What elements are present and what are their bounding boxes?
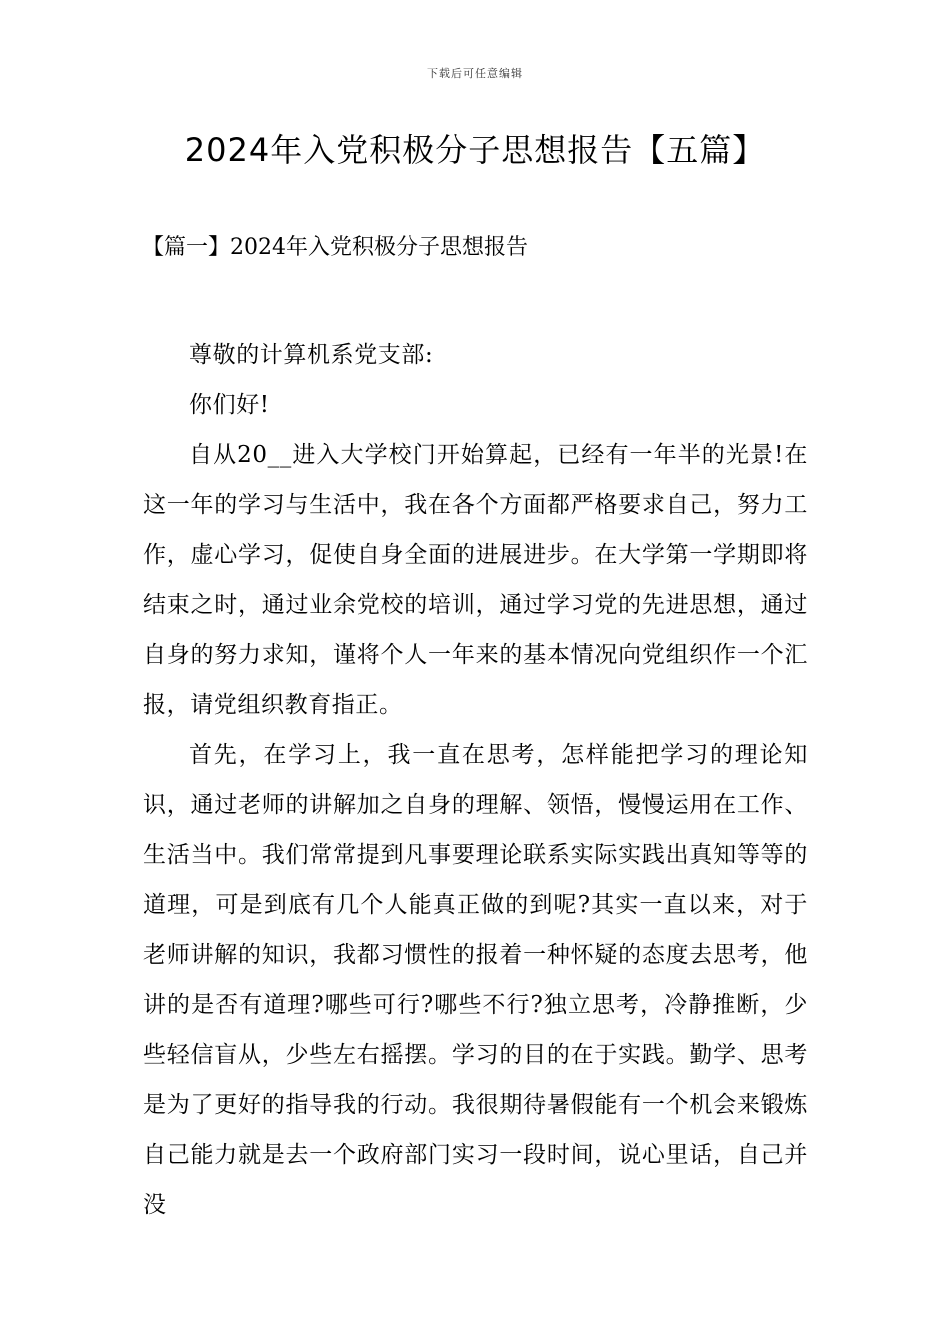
greeting: 你们好!: [189, 392, 270, 418]
body-text: [143, 330, 808, 1230]
section-title: 【篇一】2024年入党积极分子思想报告: [142, 235, 528, 260]
paragraph: 首先，在学习上，我一直在思考，怎样能把学习的理论知识，通过老师的讲解加之自身的理解、领悟，慢慢运用在工作、生活当中。我们常常提到凡事要理论联系实际实践出真知等等的道理，可是到底有几个人能真正做的到呢?其实一直以来，对于老师讲解的知识，我都习惯性的报着一种怀疑的态度去思考，他讲的是否有道理?哪些可行?哪些不行?独立思考，冷静推断，少些轻信盲从，少些左右摇摆。学习的目的在于实践。勤学、思考是为了更好的指导我的行动。我很期待暑假能有一个机会来锻炼自己能力就是去一个政府部门实习一段时间，说心里话，自己并没: [143, 742, 808, 1218]
paragraph: 自从20__进入大学校门开始算起，已经有一年半的光景!在这一年的学习与生活中，我在各个方面都严格要求自己，努力工作，虚心学习，促使自身全面的进展进步。在大学第一学期即将结束之时，通过业余党校的培训，通过学习党的先进思想，通过自身的努力求知，谨将个人一年来的基本情况向党组织作一个汇报，请党组织教育指正。: [143, 442, 808, 718]
document-title: 2024年入党积极分子思想报告【五篇】: [184, 131, 766, 169]
header-note: 下载后可任意编辑: [427, 67, 523, 80]
salutation: 尊敬的计算机系党支部:: [189, 342, 434, 368]
